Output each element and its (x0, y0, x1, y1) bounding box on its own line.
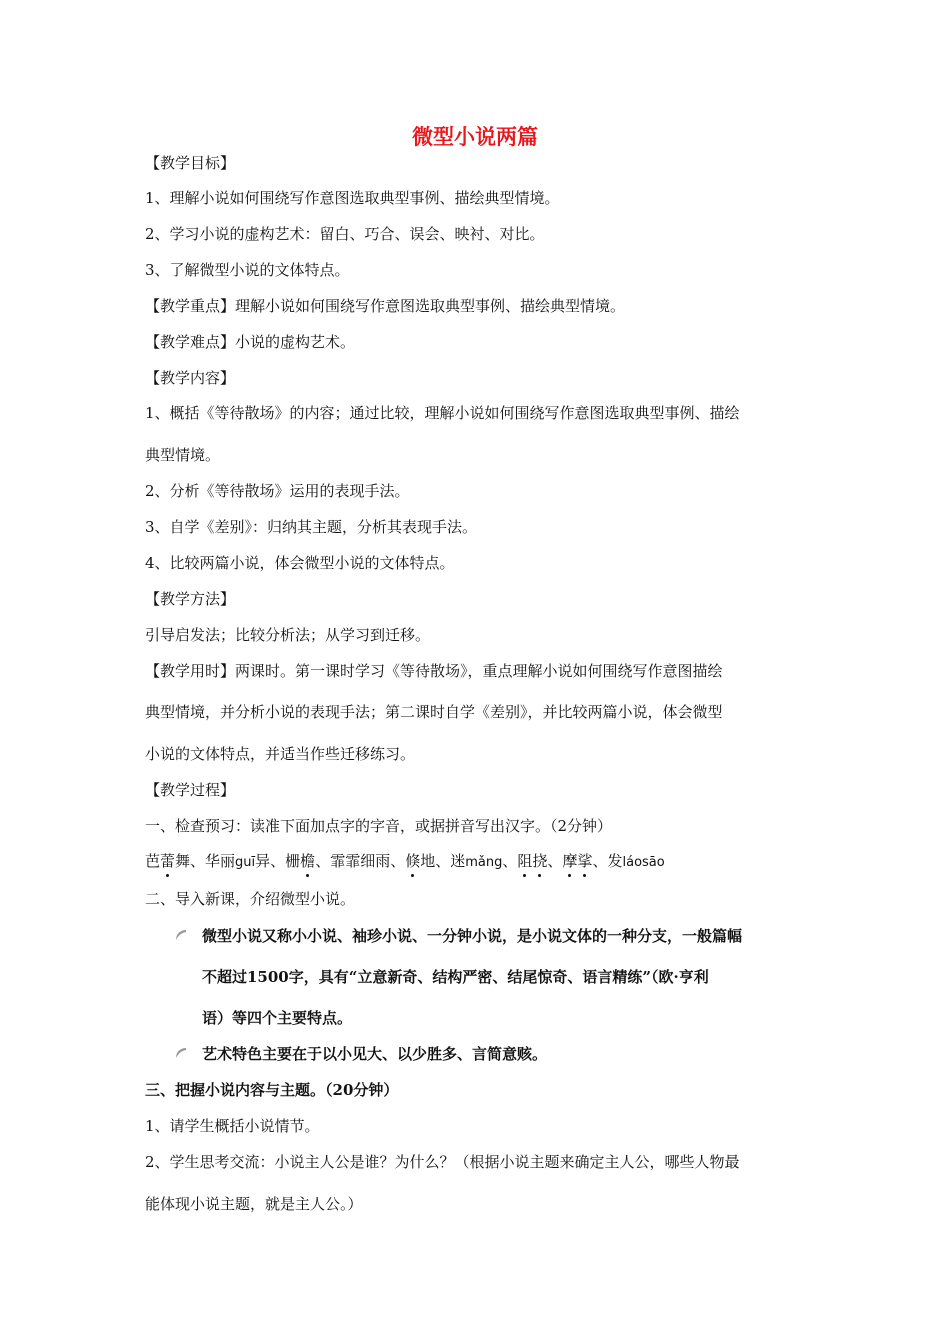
step-3-item-1: 1、请学生概括小说情节。 (145, 1117, 320, 1135)
word-text: 芭 (145, 852, 161, 870)
pinyin-exercise-line (145, 851, 665, 873)
time-line-1: 【教学用时】两课时。第一课时学习《等待散场》，重点理解小说如何围绕写作意图描绘 (145, 662, 723, 680)
crescent-bullet-icon (173, 1045, 189, 1061)
objective-3: 3、了解微型小说的文体特点。 (145, 261, 350, 279)
word-text: 霏霏细雨、 (330, 852, 406, 870)
word-text: 、 (547, 852, 563, 870)
content-4: 4、比较两篇小说，体会微型小说的文体特点。 (145, 554, 455, 572)
heading-objectives: 【教学目标】 (145, 154, 236, 172)
step-3-item-2-line-1: 2、学生思考交流：小说主人公是谁？为什么？（根据小说主题来确定主人公，哪些人物最 (145, 1153, 740, 1171)
dotted-char: 蕾 (160, 852, 176, 870)
crescent-bullet-icon (173, 927, 189, 943)
word-text: 地、迷 (420, 852, 466, 870)
content-3: 3、自学《差别》：归纳其主题，分析其表现手法。 (145, 518, 478, 536)
step-2: 二、导入新课，介绍微型小说。 (145, 890, 356, 908)
objective-1: 1、理解小说如何围绕写作意图选取典型事例、描绘典型情境。 (145, 189, 560, 207)
bullet-1-line-3: 语）等四个主要特点。 (202, 1009, 353, 1027)
heading-methods: 【教学方法】 (145, 590, 236, 608)
document-title: 微型小说两篇 (412, 125, 538, 149)
step-1: 一、检查预习：读准下面加点字的字音，或据拼音写出汉字。（2分钟） (145, 817, 613, 835)
word-text: 异、栅 (255, 852, 301, 870)
word-text: 、 (315, 852, 331, 870)
step-3-heading: 三、把握小说内容与主题。（20分钟） (145, 1081, 399, 1099)
dotted-char: 阻 (517, 852, 533, 870)
bullet-1-line-2: 不超过1500字，具有“立意新奇、结构严密、结尾惊奇、语言精练”（欧·亨利 (202, 968, 709, 986)
pinyin-text: mǎng (465, 855, 503, 870)
word-text: 、 (502, 852, 518, 870)
word-text: 舞、华丽 (175, 852, 236, 870)
heading-content: 【教学内容】 (145, 369, 236, 387)
pinyin-text: láosāo (622, 855, 665, 870)
content-2: 2、分析《等待散场》运用的表现手法。 (145, 482, 410, 500)
objective-2: 2、学习小说的虚构艺术：留白、巧合、误会、映衬、对比。 (145, 225, 545, 243)
time-line-2: 典型情境，并分析小说的表现手法；第二课时自学《差别》，并比较两篇小说，体会微型 (145, 703, 723, 721)
dotted-char: 摩 (562, 852, 578, 870)
dotted-char: 倏 (405, 852, 421, 870)
pinyin-text: guī (235, 855, 256, 870)
step-3-item-2-line-2: 能体现小说主题，就是主人公。） (145, 1195, 363, 1213)
word-text: 、发 (592, 852, 623, 870)
bullet-2: 艺术特色主要在于以小见大、以少胜多、言简意赅。 (202, 1045, 548, 1063)
time-line-3: 小说的文体特点，并适当作些迁移练习。 (145, 745, 416, 763)
dotted-char: 挠 (532, 852, 548, 870)
dotted-char: 檐 (300, 852, 316, 870)
key-point: 【教学重点】理解小说如何围绕写作意图选取典型事例、描绘典型情境。 (145, 297, 626, 315)
content-1-line-2: 典型情境。 (145, 446, 221, 464)
bullet-1-line-1: 微型小说又称小小说、袖珍小说、一分钟小说，是小说文体的一种分支，一般篇幅 (202, 927, 743, 945)
difficult-point: 【教学难点】小说的虚构艺术。 (145, 333, 356, 351)
dotted-char: 挲 (577, 852, 593, 870)
heading-process: 【教学过程】 (145, 781, 236, 799)
methods-text: 引导启发法；比较分析法；从学习到迁移。 (145, 626, 431, 644)
content-1-line-1: 1、概括《等待散场》的内容；通过比较，理解小说如何围绕写作意图选取典型事例、描绘 (145, 404, 740, 422)
